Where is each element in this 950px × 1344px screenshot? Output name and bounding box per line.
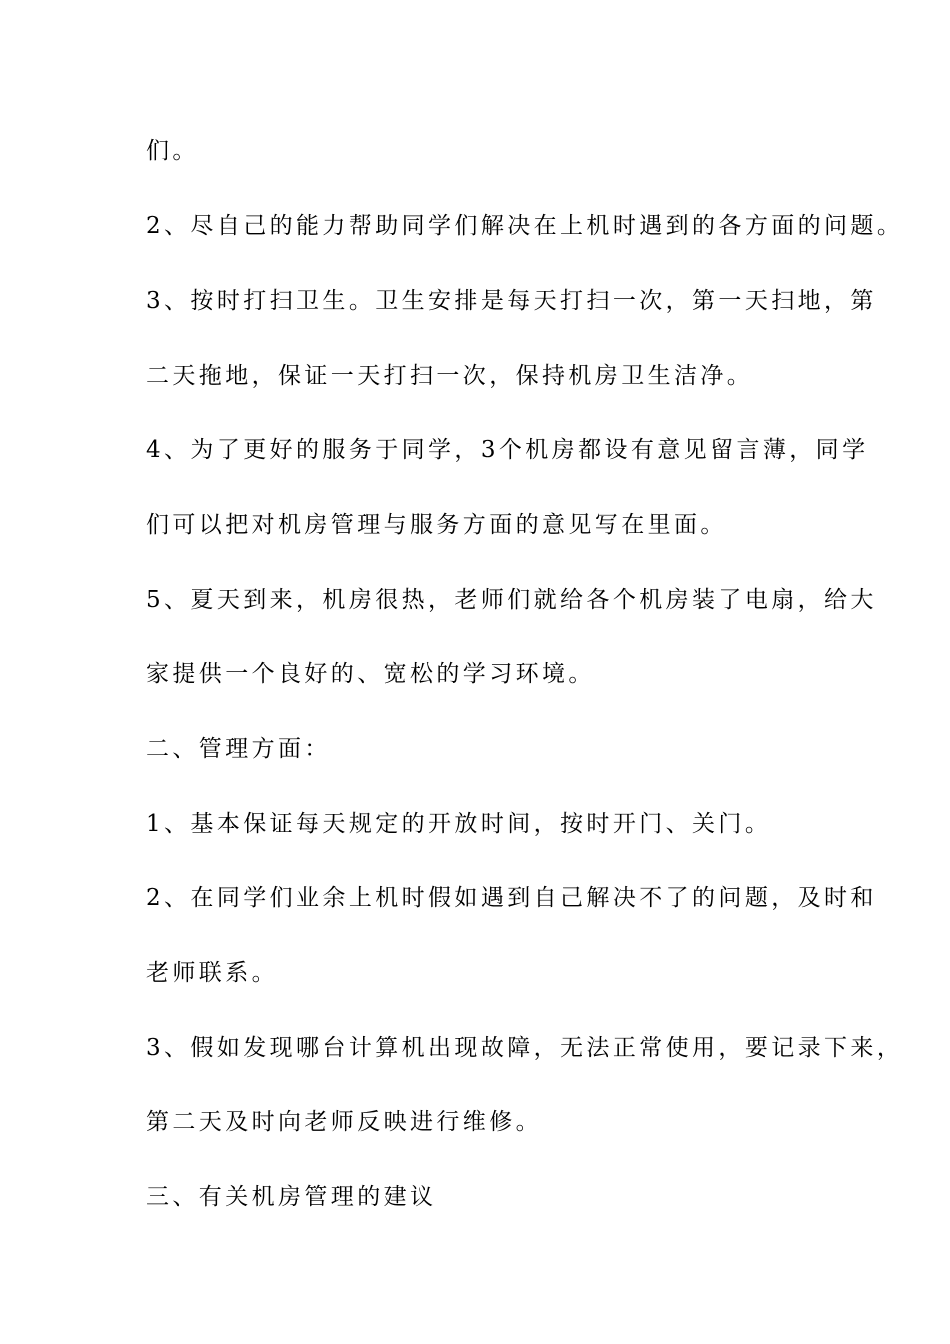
text-line-13: 3、假如发现哪台计算机出现故障，无法正常使用，要记录下来， <box>146 1035 904 1061</box>
text-line-3: 3、按时打扫卫生。卫生安排是每天打扫一次，第一天扫地，第 <box>146 288 877 314</box>
text-line-1: 们。 <box>146 138 199 164</box>
text-line-14: 第二天及时向老师反映进行维修。 <box>146 1109 542 1135</box>
text-line-7: 5、夏天到来，机房很热，老师们就给各个机房装了电扇，给大 <box>146 587 877 613</box>
text-line-6: 们可以把对机房管理与服务方面的意见写在里面。 <box>146 512 727 538</box>
text-line-11: 2、在同学们业余上机时假如遇到自己解决不了的问题，及时和 <box>146 885 877 911</box>
text-line-5: 4、为了更好的服务于同学，3个机房都设有意见留言薄，同学 <box>146 437 869 463</box>
text-line-12: 老师联系。 <box>146 960 278 986</box>
text-line-10: 1、基本保证每天规定的开放时间，按时开门、关门。 <box>146 811 772 837</box>
text-line-8: 家提供一个良好的、宽松的学习环境。 <box>146 661 595 687</box>
section-heading-management: 二、管理方面： <box>146 736 331 762</box>
section-heading-suggestions: 三、有关机房管理的建议 <box>146 1184 437 1210</box>
text-line-2: 2、尽自己的能力帮助同学们解决在上机时遇到的各方面的问题。 <box>146 213 904 239</box>
text-line-4: 二天拖地，保证一天打扫一次，保持机房卫生洁净。 <box>146 363 754 389</box>
